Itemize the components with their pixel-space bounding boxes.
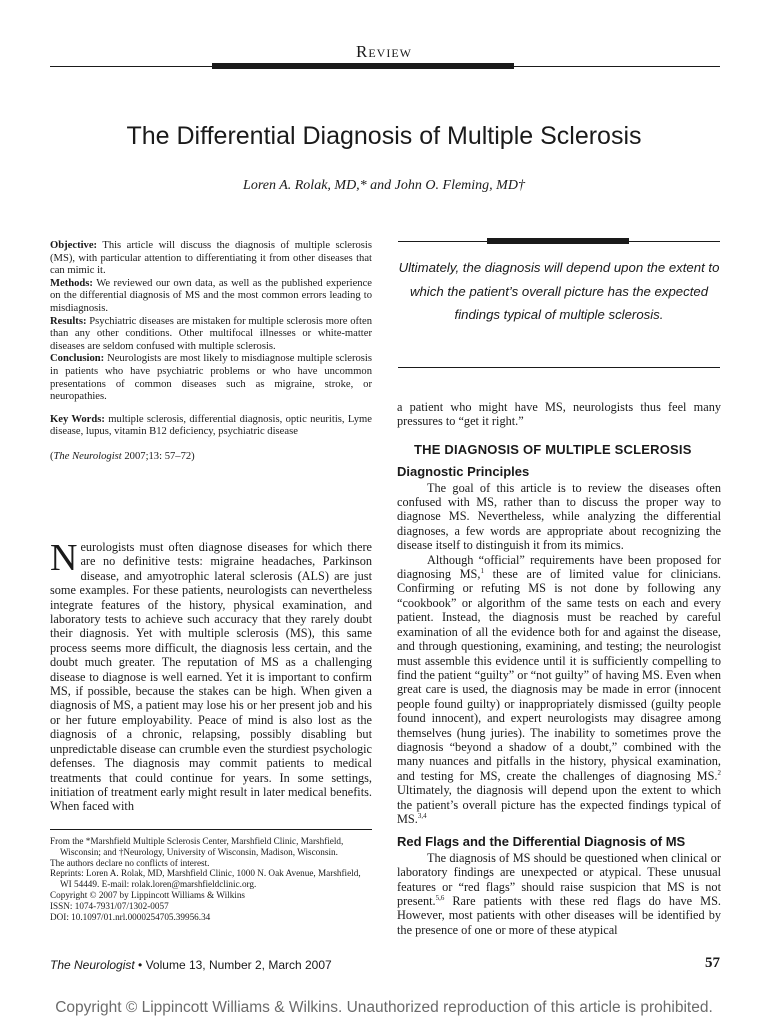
section-label: Review [356,42,412,61]
continuation-paragraph: a patient who might have MS, neurologists thus feel many pressures to “get it right.” [397,400,721,429]
citation-journal: The Neurologist [53,450,122,462]
citation-rest: 2007;13: 57–72) [124,450,195,462]
abstract [50,240,372,464]
header-rule-thick [212,63,514,69]
paragraph-red-flags: The diagnosis of MS should be questioned when clinical or laboratory findings are unexpected or atypical. These unusual features or “red flags” should raise suspicion that MS is not present.$^{5,6}$ Rare patients with these red flags do have MS. However, most patients with other diseases will be identified by the presence of one or more of these atypical [397,850,721,937]
footnote-rule [50,829,372,830]
article-authors: Loren A. Rolak, MD,* and John O. Fleming, MD† [243,178,525,193]
section-heading: THE DIAGNOSIS OF MULTIPLE SCLEROSIS [414,441,692,457]
pull-quote: Ultimately, the diagnosis will depend upon the extent to which the patient’s overall picture has the expected findings typical of multiple sclerosis. [398,260,720,322]
footnote-conflicts: The authors declare no conflicts of interest. [50,857,210,868]
footnote-affiliation: From the *Marshfield Multiple Sclerosis Center, Marshfield Clinic, Marshfield, Wisconsin; and †Neurology, University of Wisconsin, Madison, Wisconsin. [50,836,344,857]
citation: (The Neurologist 2007;13: 57–72) [50,450,195,462]
page-number: 57 [705,955,720,971]
footer-journal: The Neurologist [50,958,135,972]
abstract-conclusion-label: Conclusion: [50,353,105,365]
pullquote-rule-bottom [398,367,720,368]
footer-journal-info [50,958,332,972]
subheading-red-flags: Red Flags and the Differential Diagnosis of MS [397,834,686,850]
keywords-text: multiple sclerosis, differential diagnosis, optic neuritis, Lyme disease, lupus, vitamin B12 deficiency, psychiatric disease [50,413,372,438]
abstract-results-label: Results: [50,315,87,327]
footnotes [50,836,372,922]
footnote-copyright: Copyright © 2007 by Lippincott Williams & Wilkins [50,889,246,900]
paragraph-goal: The goal of this article is to review the diseases often confused with MS, rather than to discuss the proper way to diagnose MS. Nevertheless, while analyzing the differential diagnoses, a few words are appropriate about recognizing the disease itself to distinguish it from its mimics. [397,480,721,553]
keywords-label: Key Words: [50,413,105,425]
ref-3-4: 3,4 [417,811,427,820]
abstract-objective-label: Objective: [50,240,98,251]
ref-1: 1 [480,566,484,575]
abstract-objective-text: This article will discuss the diagnosis of multiple sclerosis (MS), with particular attention to differentiating it from other diseases that can mimic it. [50,240,372,277]
abstract-methods-text: We reviewed our own data, as well as the published experience on the differential diagnosis of MS and the most common errors leading to misdiagnosis. [50,277,372,314]
footnote-reprints: Reprints: Loren A. Rolak, MD, Marshfield Clinic, 1000 N. Oak Avenue, Marshfield, WI 54449. E-mail: rolak.loren@marshfieldclinic.org. [50,868,361,890]
ref-2: 2 [717,768,721,777]
copyright-watermark: Copyright © Lippincott Williams & Wilkins. Unauthorized reproduction of this article is prohibited. [55,999,713,1016]
intro-paragraph: eurologists must often diagnose diseases for which there are no definitive tests: migraine headaches, Parkinson disease, and amyotrophic lateral sclerosis (ALS) are just some examples. For these patients, neurologists can nevertheless integrate features of the history, physical examination, and laboratory tests to achieve such accuracy that they rarely doubt their diagnosis. Yet with multiple sclerosis (MS), this same process seems more difficult, the diagnosis less certain, and the doubt much greater. The reputation of MS as a challenging disease to diagnose is well earned. Yet it is important to confirm MS, if possible, because the stakes can be high. When given a diagnosis of MS, a patient may lose his or her present job and his or her future employability. Peace of mind is also lost as the diagnosis of a chronic, relapsing, possibly disabling but unpredictable disease can crumble even the sturdiest psychologic defenses. The diagnosis may commit patients to medical treatments that could continue for years. In some settings, initiation of treatment early might result in later medical benefits. When faced with [50,540,372,814]
subheading-diagnostic-principles: Diagnostic Principles [397,464,530,480]
body-text-right [397,400,721,937]
footer-issue: • Volume 13, Number 2, March 2007 [134,958,332,972]
footnote-doi: DOI: 10.1097/01.nrl.0000254705.39956.34 [50,911,211,922]
pullquote-rule-thick [487,238,629,244]
drop-cap: N [50,537,78,579]
article-title: The Differential Diagnosis of Multiple Sclerosis [126,122,642,150]
abstract-methods-label: Methods: [50,277,93,289]
abstract-results-text: Psychiatric diseases are mistaken for multiple sclerosis more often than any other conditions. Other multifocal illnesses or white-matter diseases are seldom confused with multiple sclerosis. [50,315,372,352]
ref-5-6: 5,6 [435,893,445,902]
paragraph-requirements: Although “official” requirements have been proposed for diagnosing MS,$^1$ these are of limited value for clinicians. Confirming or refuting MS is not done by following any “cookbook” or algorithm of the same tests on each and every patient. Instead, the diagnosis must be reached by careful examination of all the evidence both for and against the disease, and through questioning, examining, and testing; the neurologist must assemble this evidence until it is sufficiently compelling to find the patient “guilty” or “not guilty” of having MS. Even when great care is used, the diagnosis may be made in error (innocent people found guilty) or inappropriately dismissed (guilty people found innocent), and expert neurologists may disagree among themselves (hung juries). The inability to sometimes prove the diagnosis “beyond a shadow of a doubt,” combined with the many nuances and pitfalls in the history, physical examination, and testing for MS, create the challenges of diagnosing MS.$^2$ Ultimately, the diagnosis will depend upon the extent to which the patient’s overall picture has the expected findings typical of MS.$^{3,4}$ [397,552,722,826]
body-text-left [50,537,372,814]
abstract-conclusion-text: Neurologists are most likely to misdiagnose multiple sclerosis in patients who have psychiatric problems or who have uncommon presentations of common diseases such as migraine, stroke, or neuropathies. [50,353,373,403]
footnote-issn: ISSN: 1074-7931/07/1302-0057 [50,900,169,911]
